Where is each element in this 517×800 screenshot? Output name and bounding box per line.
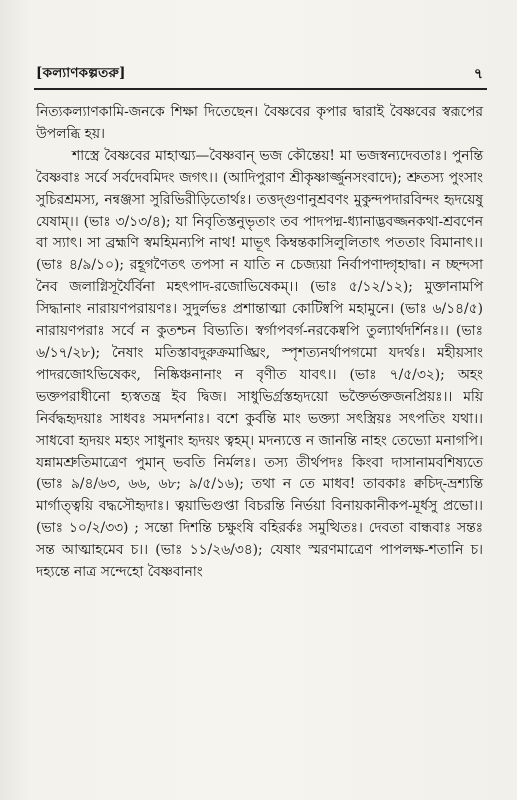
paragraph-scripture: শাস্ত্রে বৈষ্ণবের মাহাত্ম্য—বৈষ্ণবান্ ভজ কৌন্তেয়! মা ভজস্বন্যদেবতাঃ। পুনন্তি বৈষ্ণবাঃ সর্বে সর্বদেবমিদং জগৎ।। (আদিপুরাণ শ্রীকৃষ্ণার্জ্জুনসংবাদে); শ্রুতস্য পুংসাং সুচিরশ্রমস্য, নন্বঞ্জসা সুরিভিরীড়িতোর্থঃ। তত্তদ্গুণানুশ্রবণং মুকুন্দপদারবিন্দং হৃদয়েষু যেষাম্।। (ভাঃ ৩/১৩/৪); যা নিবৃতিস্তনুভৃতাং তব পাদপদ্ম-ধ্যানাদ্ভবজ্জনকথা-শ্রবণেন বা স্যাৎ। সা ব্রহ্মণি স্বমহিমন্যপি নাথ! মাভূৎ কিম্বন্তকাসিলুলিতাৎ পততাং বিমানাৎ।। (ভাঃ ৪/৯/১০); রহূগণৈতৎ তপসা ন যাতি ন চেজ্যয়া নির্বাপণাদ্গৃহাদ্বা। ন চ্ছন্দসা নৈব জলাগ্নিসূর্যৈর্বিনা মহৎপাদ-রজোভিষেকম্।। (ভাঃ ৫/১২/১২); মুক্তানামপি সিদ্ধানাং নারায়ণপরায়ণঃ। সুদুর্লভঃ প্রশান্তাত্মা কোটিষ্বপি মহামুনে। (ভাঃ ৬/১৪/৫) নারায়ণপরাঃ সর্বে ন কুতশ্চন বিভ্যতি। স্বর্গাপবর্গ-নরকেষ্বপি তুল্যার্থদর্শিনঃ।। (ভাঃ ৬/১৭/২৮); নৈষাং মতিস্তাবদুরুক্রমাঙ্ঘ্রিং, স্পৃশত্যনর্থাপগমো যদর্থঃ। মহীয়সাং পাদরজোঽভিষেকং, নিষ্কিঞ্চনানাং ন বৃণীত যাবৎ।। (ভাঃ ৭/৫/৩২); অহং ভক্তপরাধীনো হ্যস্বতন্ত্র ইব দ্বিজ। সাধুভির্গ্রস্তহৃদয়ো ভক্তৈর্ভক্তজনপ্রিয়ঃ।। ময়ি নির্বদ্ধহৃদয়াঃ সাধবঃ সমদর্শনাঃ। বশে কুর্বন্তি মাং ভক্ত্যা সৎস্ত্রিয়ঃ সৎপতিং যথা।। সাধবো হৃদয়ং মহ্যং সাধুনাং হৃদয়ং ত্বহম্। মদন্যত্তে ন জানন্তি নাহং তেভ্যো মনাগপি। যন্নামশ্রুতিমাত্রেণ পুমান্ ভবতি নির্মলঃ। তস্য তীর্থপদঃ কিংবা দাসানামবশিষ্যতে (ভাঃ ৯/৪/৬৩, ৬৬, ৬৮; ৯/৫/১৬); তথা ন তে মাধব! তাবকাঃ ক্বচিদ্-ভ্রশ্যন্তি মার্গাত্ত্বয়ি বদ্ধসৌহৃদাঃ। ত্বয়াভিগুপ্তা বিচরন্তি নির্ভয়া বিনায়কানীকপ-মূর্ধসু প্রভো।। (ভাঃ ১০/২/৩৩) ; সন্তো দিশন্তি চক্ষুংষি বহিরর্কঃ সমুত্থিতঃ। দেবতা বান্ধবাঃ সন্তঃ সন্ত আত্মাহমেব চ।। (ভাঃ ১১/২৬/৩৪); যেষাং স্মরণমাত্রেণ পাপলক্ষ-শতানি চ। দহ্যন্তে নাত্র সন্দেহো বৈষ্ণবানাং: [36, 147, 483, 581]
page-number: ৭: [473, 66, 483, 82]
body-text: [36, 102, 483, 584]
running-head: [কল্যাণকল্পতরু]: [36, 65, 126, 81]
paragraph-intro: নিত্যকল্যাণকামি-জনকে শিক্ষা দিতেছেন। বৈষ্ণবের কৃপার দ্বারাই বৈষ্ণবের স্বরূপের উপলব্ধি হয়।: [36, 104, 483, 142]
page-header: [36, 62, 483, 86]
header-rule: [34, 88, 487, 90]
